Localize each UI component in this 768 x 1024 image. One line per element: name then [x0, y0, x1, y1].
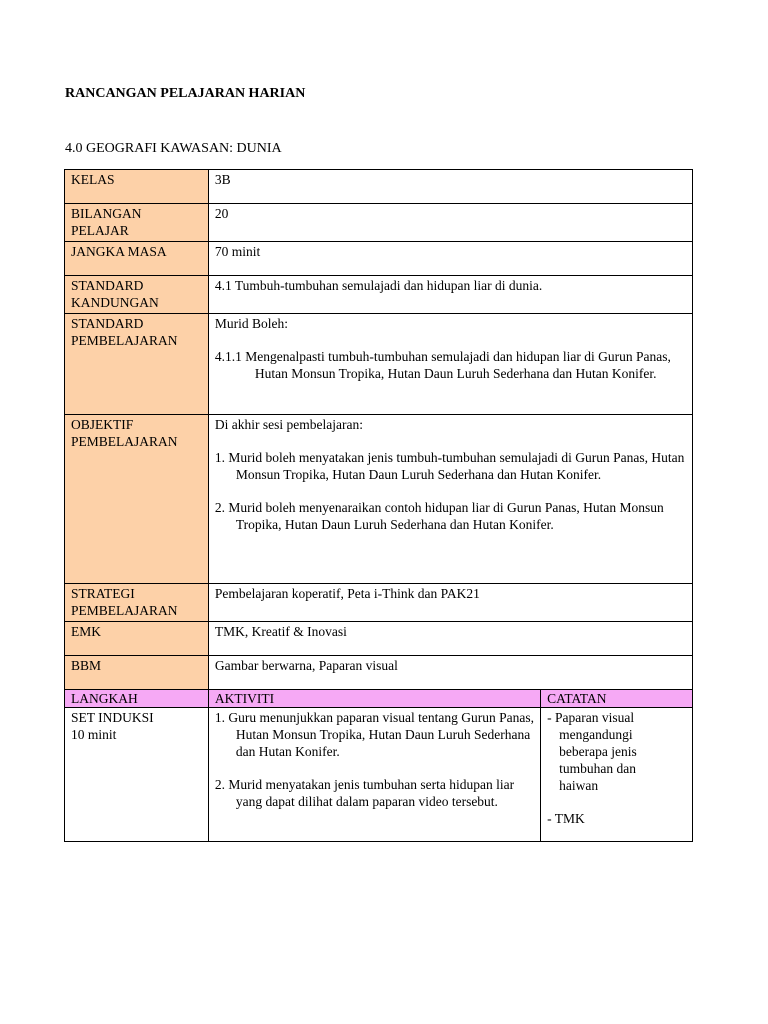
row-bilangan — [65, 204, 693, 242]
label-bbm: BBM — [65, 656, 209, 690]
value-emk: TMK, Kreatif & Inovasi — [208, 622, 692, 656]
row-bbm — [65, 656, 693, 690]
row-standard-kandungan — [65, 276, 693, 314]
row-jangka-masa — [65, 242, 693, 276]
value-standard-kandungan: 4.1 Tumbuh-tumbuhan semulajadi dan hidupan liar di dunia. — [208, 276, 692, 314]
objektif-item-1: 1. Murid boleh menyatakan jenis tumbuh-tumbuhan semulajadi di Gurun Panas, Hutan Monsun Tropika, Hutan Daun Luruh Sederhana dan Hutan Konifer. — [214, 450, 685, 482]
label-standard-pembelajaran: STANDARD PEMBELAJARAN — [65, 314, 209, 415]
label-standard-kandungan: STANDARD KANDUNGAN — [65, 276, 209, 314]
objektif-list — [215, 449, 686, 533]
lesson-plan-table — [64, 169, 693, 842]
value-strategi: Pembelajaran koperatif, Peta i-Think dan PAK21 — [208, 584, 692, 622]
set-induksi-duration: 10 minit — [71, 727, 117, 742]
header-catatan: CATATAN — [541, 690, 693, 708]
standard-pembelajaran-list — [215, 348, 686, 382]
objektif-intro: Di akhir sesi pembelajaran: — [214, 417, 363, 432]
aktiviti-item-2: 2. Murid menyatakan jenis tumbuhan serta hidupan liar yang dapat dilihat dalam paparan video tersebut. — [214, 777, 515, 809]
header-aktiviti: AKTIVITI — [208, 690, 540, 708]
document-title: RANCANGAN PELAJARAN HARIAN — [65, 86, 306, 101]
value-jangka-masa: 70 minit — [208, 242, 692, 276]
label-strategi: STRATEGI PEMBELAJARAN — [65, 584, 209, 622]
label-objektif: OBJEKTIF PEMBELAJARAN — [65, 415, 209, 584]
value-objektif — [208, 415, 692, 584]
value-bbm: Gambar berwarna, Paparan visual — [208, 656, 692, 690]
set-induksi-title: SET INDUKSI — [71, 710, 154, 725]
row-kelas — [65, 170, 693, 204]
objektif-item-2: 2. Murid boleh menyenaraikan contoh hidupan liar di Gurun Panas, Hutan Monsun Tropika, Hutan Daun Luruh Sederhana dan Hutan Konifer. — [214, 500, 664, 532]
standard-pembelajaran-item: 4.1.1 Mengenalpasti tumbuh-tumbuhan semulajadi dan hidupan liar di Gurun Panas, Hutan Monsun Tropika, Hutan Daun Luruh Sederhana dan Hutan Konifer. — [214, 349, 671, 381]
header-langkah: LANGKAH — [65, 690, 209, 708]
set-induksi-aktiviti — [208, 708, 540, 842]
label-bilangan: BILANGAN PELAJAR — [65, 204, 209, 242]
label-jangka-masa: JANGKA MASA — [65, 242, 209, 276]
label-emk: EMK — [65, 622, 209, 656]
row-objektif — [65, 415, 693, 584]
set-induksi-langkah — [65, 708, 209, 842]
value-bilangan: 20 — [208, 204, 692, 242]
standard-pembelajaran-intro: Murid Boleh: — [214, 316, 289, 331]
row-set-induksi — [65, 708, 693, 842]
value-standard-pembelajaran — [208, 314, 692, 415]
catatan-item-2: - TMK — [547, 811, 585, 826]
label-kelas: KELAS — [65, 170, 209, 204]
aktiviti-list — [215, 709, 534, 810]
catatan-list — [547, 709, 686, 827]
row-standard-pembelajaran — [65, 314, 693, 415]
aktiviti-item-1: 1. Guru menunjukkan paparan visual tentang Gurun Panas, Hutan Monsun Tropika, Hutan Daun Luruh Sederhana dan Hutan Konifer. — [214, 710, 534, 759]
set-induksi-catatan — [541, 708, 693, 842]
steps-header-row — [65, 690, 693, 708]
row-emk — [65, 622, 693, 656]
value-kelas: 3B — [208, 170, 692, 204]
row-strategi — [65, 584, 693, 622]
document-subtitle: 4.0 GEOGRAFI KAWASAN: DUNIA — [65, 141, 282, 156]
catatan-item-1: - Paparan visual mengandungi beberapa jenis tumbuhan dan haiwan — [547, 710, 637, 793]
